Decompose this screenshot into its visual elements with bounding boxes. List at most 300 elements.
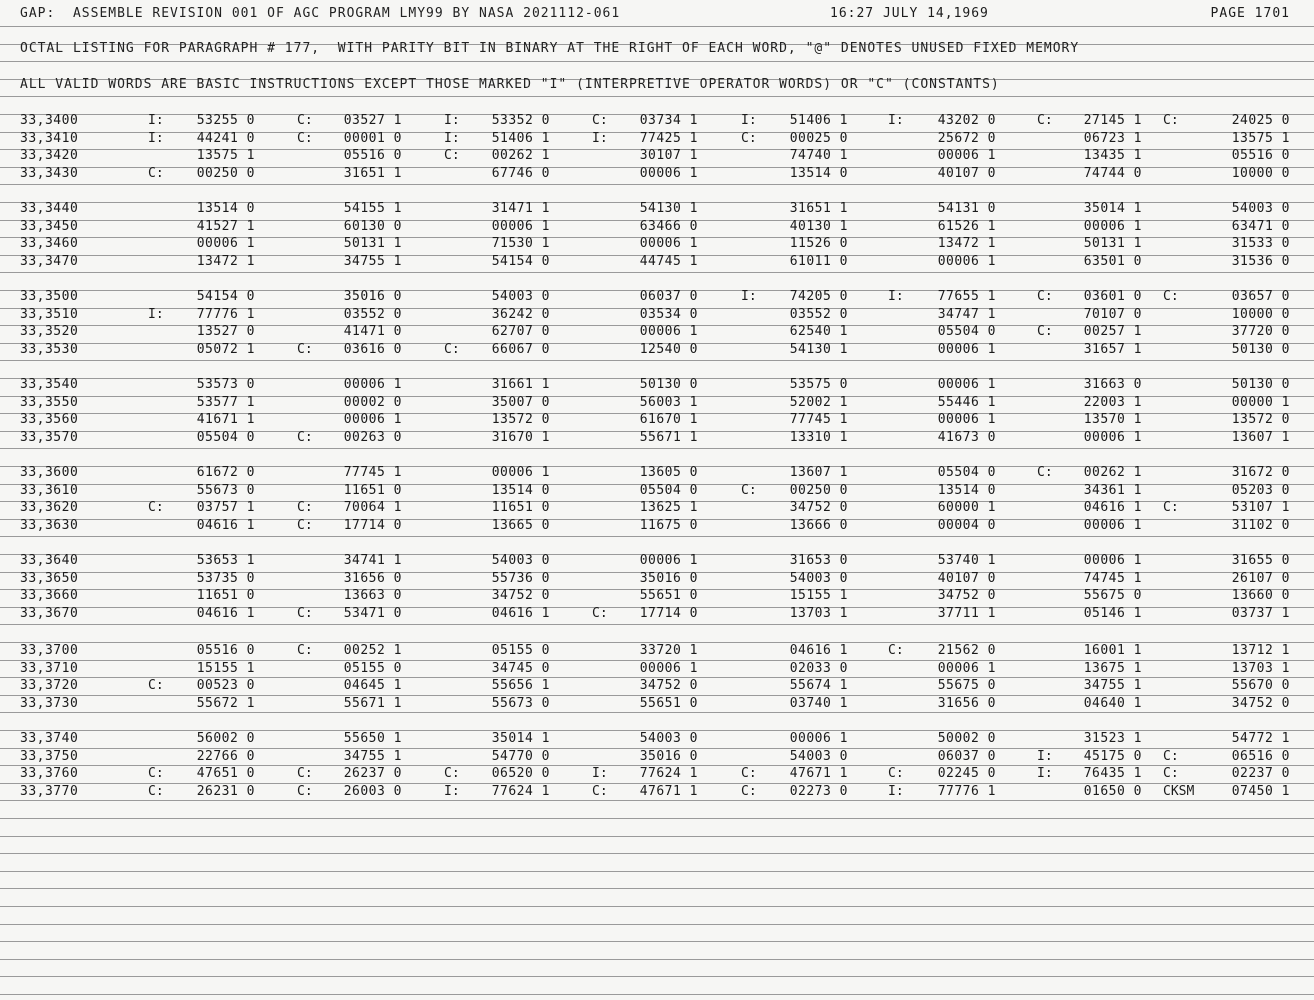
word-marker: C: (297, 766, 313, 781)
octal-word: 43202 0 (937, 113, 996, 128)
octal-word: 06723 1 (1083, 130, 1142, 146)
octal-word: 06516 0 (1231, 748, 1290, 764)
ruled-line (0, 536, 1314, 537)
listing-row (0, 148, 1314, 165)
octal-word: 03757 1 (196, 500, 255, 515)
octal-word: 70107 0 (1083, 306, 1142, 322)
octal-word: 77425 1 (639, 130, 698, 146)
octal-word: 47671 1 (789, 766, 848, 781)
ruled-line (0, 836, 1314, 837)
octal-word: 51406 1 (789, 113, 848, 128)
octal-word: 66067 0 (491, 341, 550, 357)
octal-word: 17714 0 (639, 605, 698, 621)
octal-word: 04616 1 (196, 517, 255, 533)
octal-word: 00257 1 (1083, 324, 1142, 339)
octal-word: 36242 0 (491, 306, 550, 322)
octal-word: 11651 0 (343, 482, 402, 498)
octal-word: 50130 0 (639, 377, 698, 392)
octal-word: 13575 1 (1231, 130, 1290, 146)
word-marker: C: (888, 766, 904, 781)
address: 33,3650 (20, 570, 79, 586)
address: 33,3550 (20, 394, 79, 410)
ruled-line (0, 61, 1314, 62)
word-marker: C: (444, 341, 460, 357)
octal-word: 41671 1 (196, 412, 255, 427)
octal-word: 05504 0 (937, 324, 996, 339)
octal-word: 31523 1 (1083, 731, 1142, 746)
octal-word: 54155 1 (343, 201, 402, 216)
octal-word: 33720 1 (639, 643, 698, 658)
octal-word: 15155 1 (789, 588, 848, 603)
octal-word: 70064 1 (343, 500, 402, 515)
word-marker: C: (1037, 289, 1053, 304)
address: 33,3470 (20, 253, 79, 269)
header-line-1: GAP: ASSEMBLE REVISION 001 OF AGC PROGRAM LMY99 BY NASA 2021112-061 (20, 6, 621, 21)
octal-word: 03601 0 (1083, 289, 1142, 304)
listing-row (0, 588, 1314, 605)
octal-word: 00263 0 (343, 429, 402, 445)
octal-word: 34752 0 (937, 588, 996, 603)
octal-word: 04616 1 (789, 643, 848, 658)
octal-word: 06520 0 (491, 766, 550, 781)
octal-word: 74745 1 (1083, 570, 1142, 586)
octal-word: 31656 0 (343, 570, 402, 586)
octal-word: 34752 0 (639, 678, 698, 693)
word-marker: C: (1163, 766, 1179, 781)
octal-word: 13665 0 (491, 517, 550, 533)
octal-word: 40107 0 (937, 570, 996, 586)
octal-word: 63466 0 (639, 218, 698, 234)
address: 33,3750 (20, 748, 79, 764)
word-marker: C: (297, 783, 313, 799)
octal-word: 30107 1 (639, 148, 698, 163)
listing-row (0, 219, 1314, 236)
octal-word: 10000 0 (1231, 165, 1290, 181)
word-marker: I: (444, 130, 460, 146)
header-line-2: OCTAL LISTING FOR PARAGRAPH # 177, WITH PARITY BIT IN BINARY AT THE RIGHT OF EACH WORD, "@" DENOTES UNUSED FIXED MEMORY (20, 41, 1080, 56)
octal-word: 00006 1 (491, 218, 550, 234)
octal-word: 05146 1 (1083, 605, 1142, 621)
octal-word: 26231 0 (196, 783, 255, 799)
word-marker: C: (1037, 324, 1053, 339)
octal-word: 74205 0 (789, 289, 848, 304)
octal-word: 00002 0 (343, 394, 402, 410)
listing-row (0, 571, 1314, 588)
word-marker: I: (741, 289, 757, 304)
listing-row (0, 342, 1314, 359)
address: 33,3640 (20, 553, 79, 568)
address: 33,3730 (20, 695, 79, 711)
listing-row (0, 500, 1314, 517)
octal-word: 26237 0 (343, 766, 402, 781)
octal-word: 00006 1 (1083, 517, 1142, 533)
octal-word: 13514 0 (196, 201, 255, 216)
word-marker: I: (888, 113, 904, 128)
octal-word: 05203 0 (1231, 482, 1290, 498)
octal-word: 03657 0 (1231, 289, 1290, 304)
address: 33,3440 (20, 201, 79, 216)
listing-row (0, 324, 1314, 341)
octal-word: 00006 1 (937, 148, 996, 163)
octal-word: 00006 1 (937, 253, 996, 269)
octal-word: 00006 1 (639, 324, 698, 339)
octal-word: 00000 1 (1231, 394, 1290, 410)
octal-word: 37720 0 (1231, 324, 1290, 339)
address: 33,3560 (20, 412, 79, 427)
octal-word: 05516 0 (343, 148, 402, 163)
octal-word: 34747 1 (937, 306, 996, 322)
octal-word: 05516 0 (1231, 148, 1290, 163)
octal-word: 54130 1 (639, 201, 698, 216)
ruled-line (0, 959, 1314, 960)
octal-word: 03534 0 (639, 306, 698, 322)
octal-word: 53653 1 (196, 553, 255, 568)
ruled-line (0, 941, 1314, 942)
octal-word: 00025 0 (789, 130, 848, 146)
octal-word: 55671 1 (639, 429, 698, 445)
octal-word: 55651 0 (639, 695, 698, 711)
octal-word: 00523 0 (196, 678, 255, 693)
word-marker: C: (1037, 465, 1053, 480)
octal-word: 35016 0 (639, 748, 698, 764)
octal-word: 27145 1 (1083, 113, 1142, 128)
listing-row (0, 113, 1314, 130)
listing-row (0, 166, 1314, 183)
word-marker: I: (148, 306, 164, 322)
octal-word: 54003 0 (639, 731, 698, 746)
octal-word: 50130 0 (1231, 341, 1290, 357)
octal-word: 60000 1 (937, 500, 996, 515)
octal-word: 00250 0 (789, 482, 848, 498)
octal-word: 41471 0 (343, 324, 402, 339)
octal-word: 40130 1 (789, 218, 848, 234)
word-marker: C: (888, 643, 904, 658)
word-marker: CKSM (1163, 783, 1195, 799)
listing-row (0, 254, 1314, 271)
octal-word: 45175 0 (1083, 748, 1142, 764)
octal-word: 00006 1 (343, 377, 402, 392)
octal-word: 34755 1 (343, 253, 402, 269)
octal-word: 05504 0 (639, 482, 698, 498)
address: 33,3500 (20, 289, 79, 304)
word-marker: C: (444, 148, 460, 163)
octal-word: 77745 1 (789, 412, 848, 427)
octal-word: 00006 1 (196, 236, 255, 251)
octal-word: 22766 0 (196, 748, 255, 764)
octal-word: 13514 0 (491, 482, 550, 498)
address: 33,3570 (20, 429, 79, 445)
word-marker: I: (888, 289, 904, 304)
octal-word: 55675 0 (1083, 588, 1142, 603)
octal-word: 35016 0 (343, 289, 402, 304)
octal-word: 04616 1 (491, 605, 550, 621)
octal-word: 13435 1 (1083, 148, 1142, 163)
word-marker: I: (148, 113, 164, 128)
octal-word: 00006 1 (639, 165, 698, 181)
octal-word: 34752 0 (1231, 695, 1290, 711)
octal-word: 54003 0 (789, 748, 848, 764)
octal-word: 63471 0 (1231, 218, 1290, 234)
ruled-line (0, 272, 1314, 273)
octal-word: 24025 0 (1231, 113, 1290, 128)
octal-word: 53573 0 (196, 377, 255, 392)
octal-word: 00250 0 (196, 165, 255, 181)
word-marker: C: (741, 766, 757, 781)
octal-word: 03552 0 (343, 306, 402, 322)
octal-word: 74744 0 (1083, 165, 1142, 181)
octal-word: 31651 1 (789, 201, 848, 216)
address: 33,3610 (20, 482, 79, 498)
octal-word: 56003 1 (639, 394, 698, 410)
octal-word: 11675 0 (639, 517, 698, 533)
ruled-line (0, 360, 1314, 361)
address: 33,3510 (20, 306, 79, 322)
octal-word: 13514 0 (789, 165, 848, 181)
ruled-line (0, 906, 1314, 907)
octal-word: 34752 0 (789, 500, 848, 515)
word-marker: C: (741, 482, 757, 498)
octal-word: 13572 0 (1231, 412, 1290, 427)
octal-word: 13607 1 (1231, 429, 1290, 445)
octal-word: 05504 0 (937, 465, 996, 480)
octal-word: 53735 0 (196, 570, 255, 586)
octal-word: 00006 1 (343, 412, 402, 427)
word-marker: C: (741, 130, 757, 146)
word-marker: C: (297, 517, 313, 533)
octal-word: 05516 0 (196, 643, 255, 658)
word-marker: C: (1163, 500, 1179, 515)
octal-word: 31471 1 (491, 201, 550, 216)
ruled-line (0, 853, 1314, 854)
octal-word: 00006 1 (639, 553, 698, 568)
octal-word: 00006 1 (491, 465, 550, 480)
octal-word: 31672 0 (1231, 465, 1290, 480)
octal-word: 02273 0 (789, 783, 848, 799)
octal-word: 00006 1 (639, 236, 698, 251)
octal-word: 54130 1 (789, 341, 848, 357)
ruled-line (0, 924, 1314, 925)
octal-word: 10000 0 (1231, 306, 1290, 322)
octal-word: 61526 1 (937, 218, 996, 234)
word-marker: C: (148, 678, 164, 693)
ruled-line (0, 184, 1314, 185)
octal-word: 00006 1 (937, 341, 996, 357)
octal-word: 06037 0 (639, 289, 698, 304)
octal-word: 11651 0 (491, 500, 550, 515)
octal-word: 47651 0 (196, 766, 255, 781)
address: 33,3670 (20, 605, 79, 621)
listing-row (0, 201, 1314, 218)
word-marker: I: (741, 113, 757, 128)
listing-row (0, 412, 1314, 429)
word-marker: C: (592, 605, 608, 621)
listing-row (0, 606, 1314, 623)
address: 33,3520 (20, 324, 79, 339)
octal-word: 77655 1 (937, 289, 996, 304)
octal-word: 34361 1 (1083, 482, 1142, 498)
address: 33,3700 (20, 643, 79, 658)
address: 33,3410 (20, 130, 79, 146)
octal-word: 00004 0 (937, 517, 996, 533)
listing-row (0, 131, 1314, 148)
listing-row (0, 395, 1314, 412)
octal-word: 55736 0 (491, 570, 550, 586)
header-line-3: ALL VALID WORDS ARE BASIC INSTRUCTIONS EXCEPT THOSE MARKED "I" (INTERPRETIVE OPERATOR WORDS) OR "C" (CONSTANTS) (20, 77, 1000, 92)
word-marker: C: (592, 783, 608, 799)
octal-word: 55651 0 (639, 588, 698, 603)
octal-word: 56002 0 (196, 731, 255, 746)
address: 33,3430 (20, 165, 79, 181)
octal-word: 31661 1 (491, 377, 550, 392)
octal-word: 03740 1 (789, 695, 848, 711)
address: 33,3740 (20, 731, 79, 746)
octal-word: 55673 0 (196, 482, 255, 498)
listing-row (0, 731, 1314, 748)
address: 33,3540 (20, 377, 79, 392)
octal-word: 13607 1 (789, 465, 848, 480)
octal-word: 31102 0 (1231, 517, 1290, 533)
octal-word: 12540 0 (639, 341, 698, 357)
octal-word: 13663 0 (343, 588, 402, 603)
octal-word: 05504 0 (196, 429, 255, 445)
octal-word: 03737 1 (1231, 605, 1290, 621)
listing-row (0, 643, 1314, 660)
octal-word: 31536 0 (1231, 253, 1290, 269)
octal-word: 53740 1 (937, 553, 996, 568)
octal-word: 13472 1 (196, 253, 255, 269)
octal-word: 61011 0 (789, 253, 848, 269)
word-marker: I: (444, 783, 460, 799)
octal-word: 62540 1 (789, 324, 848, 339)
octal-word: 54003 0 (789, 570, 848, 586)
octal-word: 13514 0 (937, 482, 996, 498)
octal-word: 77776 1 (196, 306, 255, 322)
octal-word: 60130 0 (343, 218, 402, 234)
octal-word: 35014 1 (1083, 201, 1142, 216)
address: 33,3450 (20, 218, 79, 234)
octal-word: 13575 1 (196, 148, 255, 163)
word-marker: I: (888, 783, 904, 799)
octal-word: 13660 0 (1231, 588, 1290, 603)
octal-word: 35016 0 (639, 570, 698, 586)
octal-word: 54131 0 (937, 201, 996, 216)
octal-word: 04640 1 (1083, 695, 1142, 711)
octal-word: 00006 1 (639, 660, 698, 676)
octal-word: 25672 0 (937, 130, 996, 146)
octal-word: 55446 1 (937, 394, 996, 410)
word-marker: I: (148, 130, 164, 146)
octal-word: 34741 1 (343, 553, 402, 568)
octal-word: 11526 0 (789, 236, 848, 251)
octal-word: 55674 1 (789, 678, 848, 693)
listing-row (0, 236, 1314, 253)
octal-word: 54154 0 (196, 289, 255, 304)
octal-word: 53107 1 (1231, 500, 1290, 515)
octal-word: 13310 1 (789, 429, 848, 445)
octal-word: 55672 1 (196, 695, 255, 711)
octal-word: 13527 0 (196, 324, 255, 339)
octal-word: 00006 1 (937, 377, 996, 392)
octal-word: 02237 0 (1231, 766, 1290, 781)
word-marker: C: (297, 341, 313, 357)
octal-word: 15155 1 (196, 660, 255, 676)
octal-word: 44241 0 (196, 130, 255, 146)
octal-word: 47671 1 (639, 783, 698, 799)
listing-row (0, 465, 1314, 482)
address: 33,3660 (20, 588, 79, 603)
octal-word: 53471 0 (343, 605, 402, 621)
word-marker: C: (297, 429, 313, 445)
octal-word: 55656 1 (491, 678, 550, 693)
octal-word: 05155 0 (491, 643, 550, 658)
listing-row (0, 696, 1314, 713)
octal-word: 63501 0 (1083, 253, 1142, 269)
octal-word: 07450 1 (1231, 783, 1290, 799)
octal-word: 76435 1 (1083, 766, 1142, 781)
word-marker: I: (444, 113, 460, 128)
octal-word: 31653 0 (789, 553, 848, 568)
octal-word: 03552 0 (789, 306, 848, 322)
octal-word: 13570 1 (1083, 412, 1142, 427)
octal-word: 54154 0 (491, 253, 550, 269)
address: 33,3770 (20, 783, 79, 799)
ruled-line (0, 818, 1314, 819)
listing-row (0, 784, 1314, 801)
listing-row (0, 678, 1314, 695)
octal-word: 17714 0 (343, 517, 402, 533)
octal-word: 53255 0 (196, 113, 255, 128)
ruled-line (0, 994, 1314, 995)
octal-word: 04645 1 (343, 678, 402, 693)
octal-word: 03734 1 (639, 113, 698, 128)
octal-word: 62707 0 (491, 324, 550, 339)
octal-word: 00006 1 (937, 660, 996, 676)
octal-word: 53577 1 (196, 394, 255, 410)
word-marker: C: (148, 500, 164, 515)
listing-row (0, 377, 1314, 394)
octal-word: 37711 1 (937, 605, 996, 621)
octal-word: 53352 0 (491, 113, 550, 128)
octal-word: 13712 1 (1231, 643, 1290, 658)
word-marker: C: (297, 130, 313, 146)
word-marker: C: (297, 643, 313, 658)
octal-word: 03527 1 (343, 113, 402, 128)
octal-word: 00001 0 (343, 130, 402, 146)
octal-word: 54003 0 (491, 289, 550, 304)
listing-row (0, 553, 1314, 570)
word-marker: C: (148, 783, 164, 799)
octal-word: 00262 1 (1083, 465, 1142, 480)
octal-word: 51406 1 (491, 130, 550, 146)
address: 33,3420 (20, 148, 79, 163)
word-marker: C: (148, 165, 164, 181)
ruled-line (0, 96, 1314, 97)
octal-word: 13605 0 (639, 465, 698, 480)
octal-word: 55650 1 (343, 731, 402, 746)
address: 33,3620 (20, 500, 79, 515)
octal-word: 01650 0 (1083, 783, 1142, 799)
octal-word: 55673 0 (491, 695, 550, 711)
octal-word: 31655 0 (1231, 553, 1290, 568)
octal-word: 31651 1 (343, 165, 402, 181)
octal-word: 03616 0 (343, 341, 402, 357)
octal-word: 54772 1 (1231, 731, 1290, 746)
address: 33,3720 (20, 678, 79, 693)
octal-word: 55670 0 (1231, 678, 1290, 693)
octal-word: 44745 1 (639, 253, 698, 269)
ruled-line (0, 624, 1314, 625)
octal-word: 31663 0 (1083, 377, 1142, 392)
